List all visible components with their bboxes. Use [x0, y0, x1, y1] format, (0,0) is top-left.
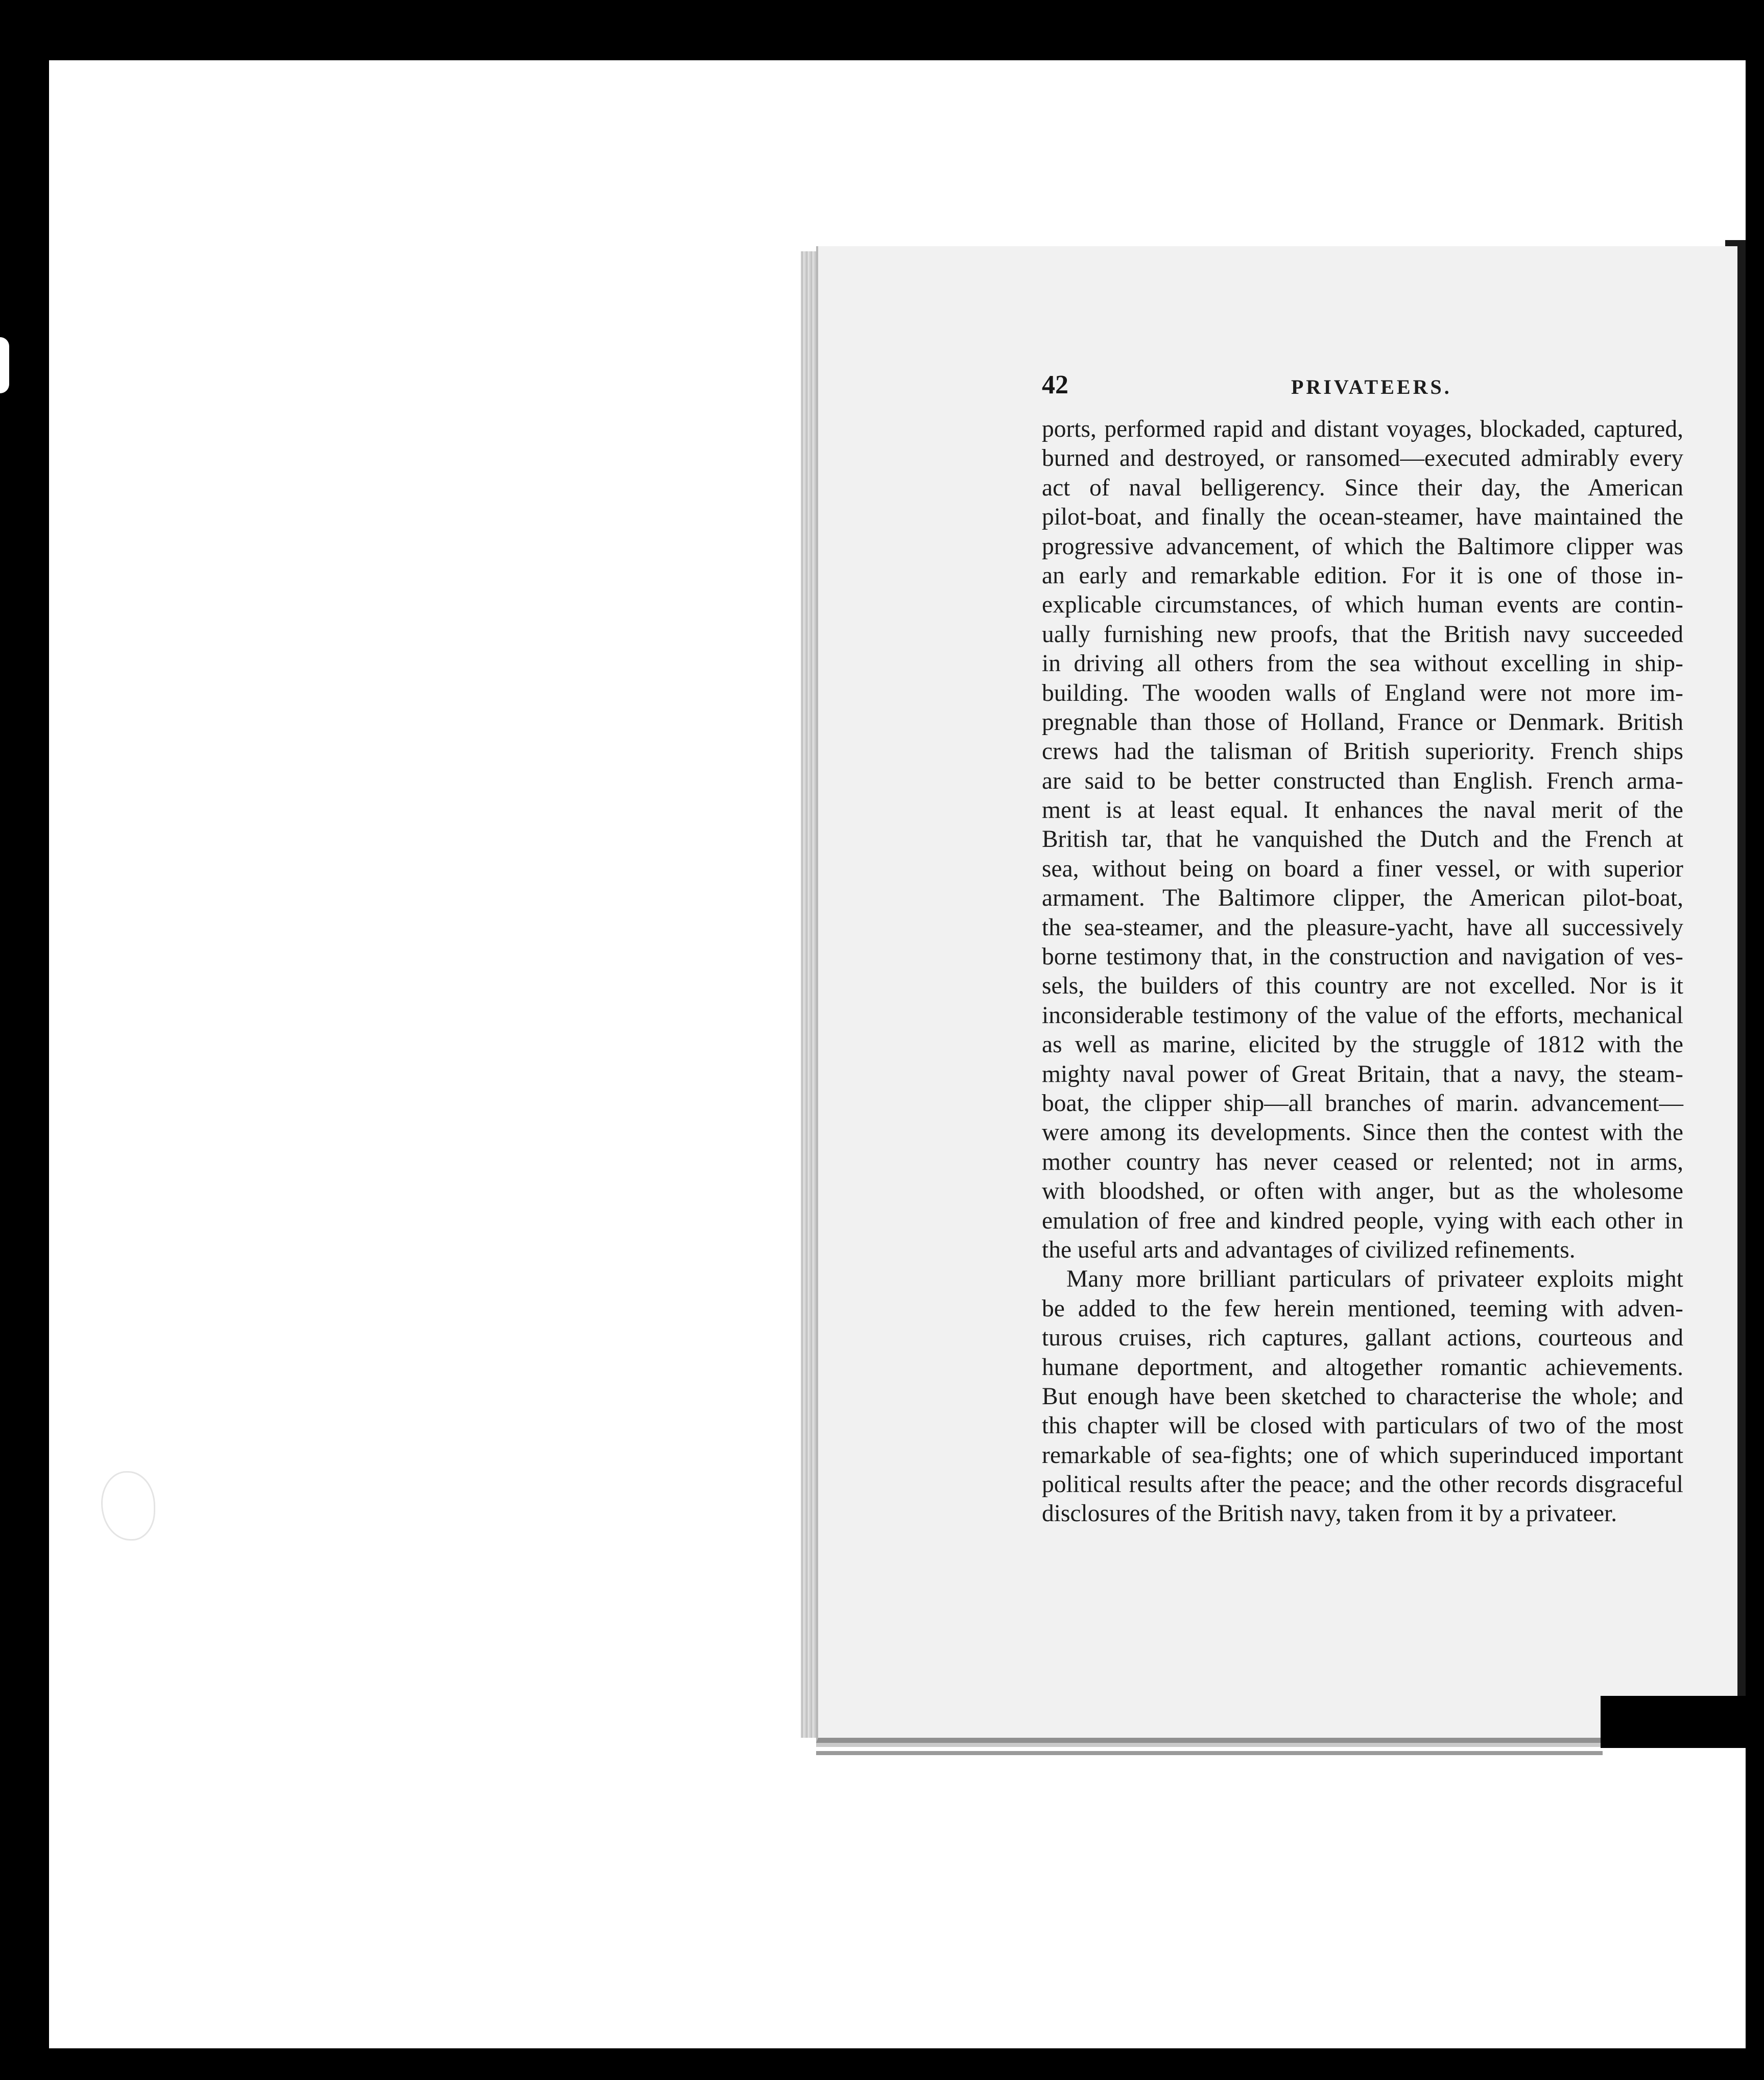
text-line: humane deportment, and altogether romantic achievements.	[1042, 1354, 1683, 1381]
text-line: with bloodshed, or often with anger, but as the wholesome	[1042, 1178, 1683, 1205]
text-line: are said to be better constructed than English. French arma-	[1042, 767, 1683, 794]
text-line: were among its developments. Since then the contest with the	[1042, 1119, 1683, 1146]
text-line: Many more brilliant particulars of privateer exploits might	[1066, 1266, 1683, 1293]
text-line: turous cruises, rich captures, gallant actions, courteous and	[1042, 1325, 1683, 1352]
text-line: this chapter will be closed with particulars of two of the most	[1042, 1412, 1683, 1439]
text-line: act of naval belligerency. Since their day, the American	[1042, 474, 1683, 501]
text-line: British tar, that he vanquished the Dutch and the French at	[1042, 826, 1683, 853]
scan-border-top-inner	[49, 42, 1764, 60]
text-line: boat, the clipper ship—all branches of marin. advancement—	[1042, 1090, 1683, 1117]
text-line: inconsiderable testimony of the value of the efforts, mechanical	[1042, 1002, 1683, 1029]
text-line: But enough have been sketched to characterise the whole; and	[1042, 1383, 1683, 1410]
scan-border-right	[1746, 42, 1764, 2080]
text-line: as well as marine, elicited by the struggle of 1812 with the	[1042, 1031, 1683, 1058]
text-line: emulation of free and kindred people, vying with each other in	[1042, 1207, 1683, 1234]
text-line: disclosures of the British navy, taken from it by a privateer.	[1042, 1500, 1617, 1527]
text-line: ually furnishing new proofs, that the British navy succeeded	[1042, 621, 1683, 648]
scan-border-top	[0, 0, 1764, 42]
page-number: 42	[1042, 370, 1068, 399]
text-line: progressive advancement, of which the Baltimore clipper was	[1042, 533, 1683, 560]
text-line: the useful arts and advantages of civilized refinements.	[1042, 1236, 1576, 1263]
text-line: borne testimony that, in the construction and navigation of ves-	[1042, 943, 1683, 971]
text-line: pilot-boat, and finally the ocean-steamer, have maintained the	[1042, 504, 1683, 531]
text-line: building. The wooden walls of England were not more im-	[1042, 679, 1683, 706]
page-header	[1042, 370, 1675, 406]
text-line: ports, performed rapid and distant voyages, blockaded, captured,	[1042, 416, 1683, 442]
film-notch	[0, 337, 9, 393]
text-line: mighty naval power of Great Britain, that a navy, the steam-	[1042, 1060, 1683, 1088]
text-line: ment is at least equal. It enhances the naval merit of the	[1042, 797, 1683, 824]
text-line: burned and destroyed, or ransomed—executed admirably every	[1042, 445, 1683, 472]
text-line: sels, the builders of this country are not excelled. Nor is it	[1042, 973, 1683, 1000]
text-line: remarkable of sea-fights; one of which superinduced important	[1042, 1441, 1683, 1469]
text-line: sea, without being on board a finer vessel, or with superior	[1042, 855, 1683, 882]
text-line: political results after the peace; and the other records disgraceful	[1042, 1471, 1683, 1498]
scan-border-bottom-inner	[49, 2048, 1746, 2053]
book-cover-corner	[1601, 1696, 1746, 1748]
text-line: in driving all others from the sea without excelling in ship-	[1042, 650, 1683, 677]
text-line: mother country has never ceased or relented; not in arms,	[1042, 1148, 1683, 1175]
text-line: armament. The Baltimore clipper, the American pilot-boat,	[1042, 885, 1683, 912]
text-line: an early and remarkable edition. For it is one of those in-	[1042, 562, 1683, 589]
text-line: explicable circumstances, of which human events are contin-	[1042, 592, 1683, 619]
page-bottom-edge	[816, 1751, 1603, 1755]
running-head: PRIVATEERS.	[1291, 375, 1452, 398]
text-line: pregnable than those of Holland, France or Denmark. British	[1042, 708, 1683, 736]
text-line: be added to the few herein mentioned, teeming with adven-	[1042, 1295, 1683, 1322]
scan-border-bottom	[0, 2052, 1764, 2080]
text-line: the sea-steamer, and the pleasure-yacht, have all successively	[1042, 914, 1683, 941]
body-text	[1042, 415, 1683, 1529]
text-line: crews had the talisman of British superiority. French ships	[1042, 738, 1683, 765]
